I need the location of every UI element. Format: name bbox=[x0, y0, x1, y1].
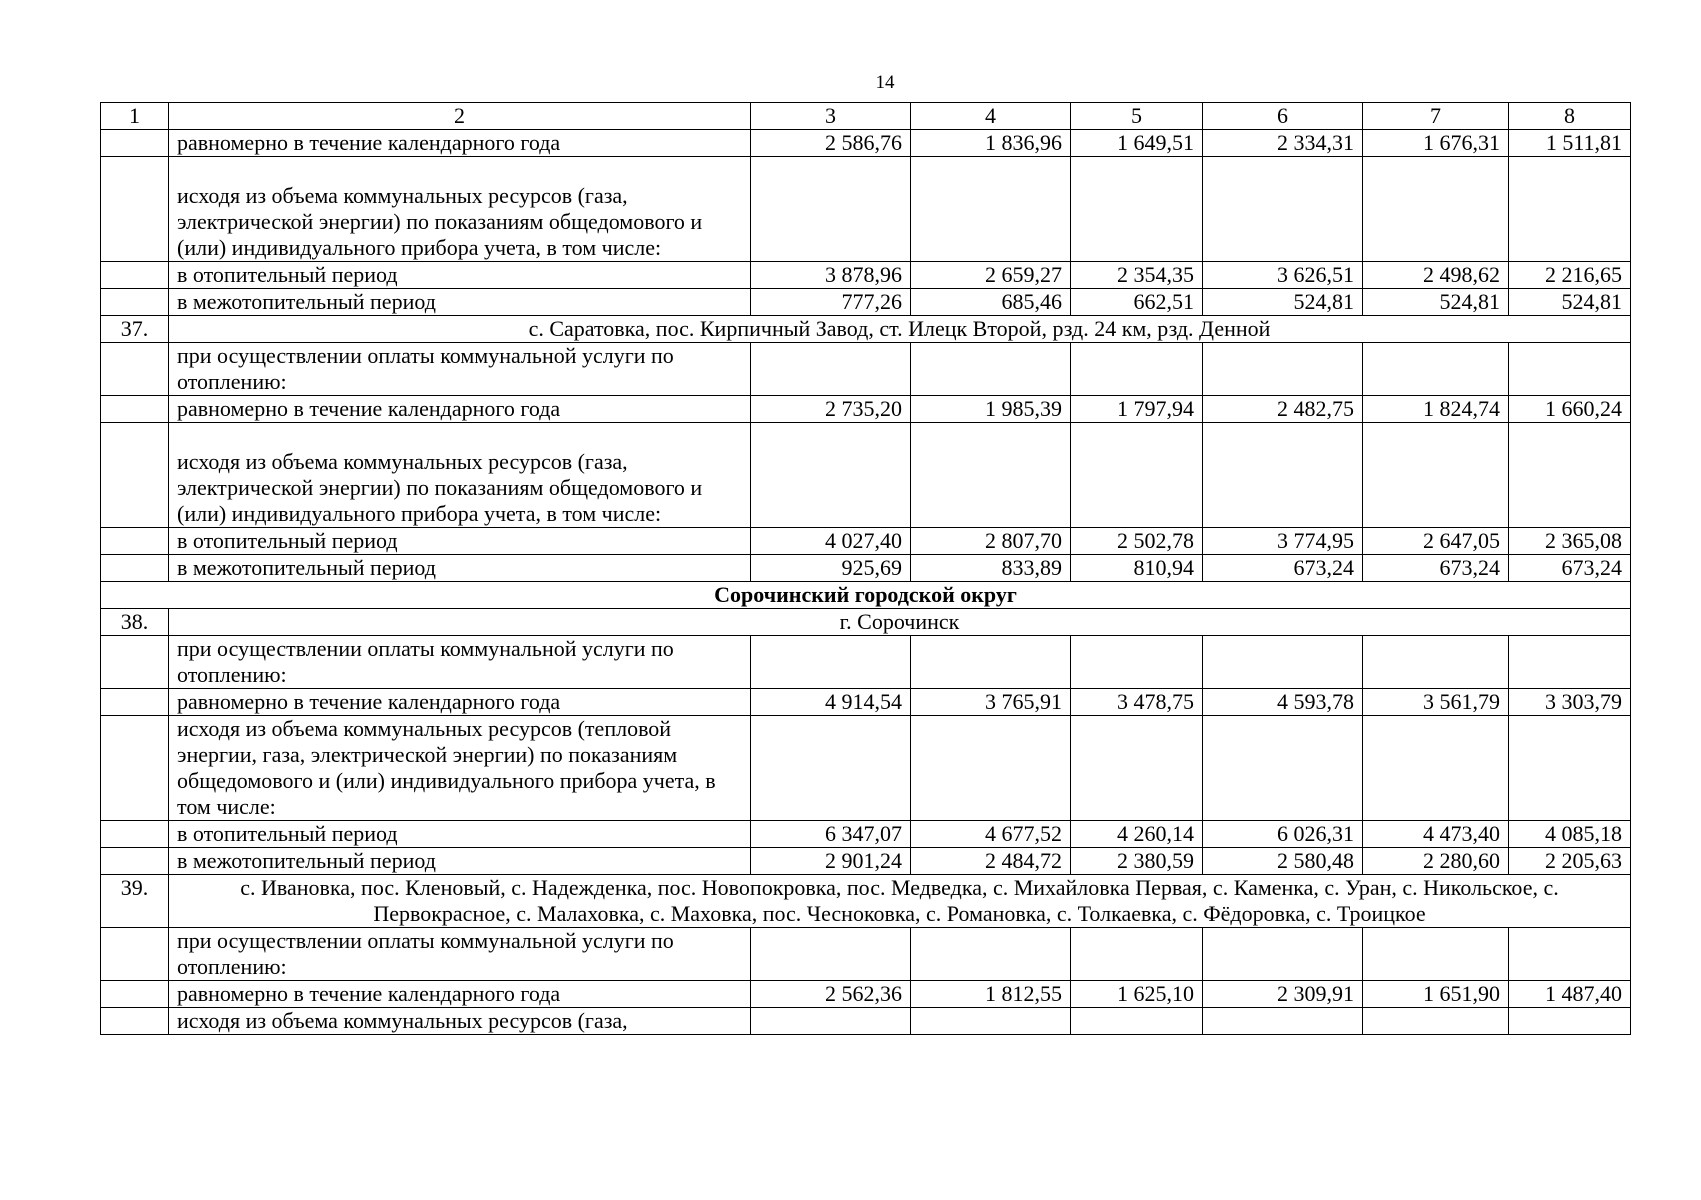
value-cell: 925,69 bbox=[751, 555, 911, 582]
row-label: при осуществлении оплаты коммунальной услуги по отоплению: bbox=[169, 636, 751, 689]
value-cell: 673,24 bbox=[1509, 555, 1631, 582]
value-cell: 673,24 bbox=[1363, 555, 1509, 582]
value-cell: 1 511,81 bbox=[1509, 130, 1631, 157]
row-number bbox=[101, 928, 169, 981]
value-cell: 2 580,48 bbox=[1203, 848, 1363, 875]
table-row bbox=[101, 928, 1631, 981]
header-cell: 1 bbox=[101, 103, 169, 130]
row-number bbox=[101, 636, 169, 689]
table-row bbox=[101, 262, 1631, 289]
row-number bbox=[101, 555, 169, 582]
value-cell: 524,81 bbox=[1203, 289, 1363, 316]
header-cell: 3 bbox=[751, 103, 911, 130]
value-cell: 2 807,70 bbox=[911, 528, 1071, 555]
row-number bbox=[101, 689, 169, 716]
table-row bbox=[101, 555, 1631, 582]
row-number: 38. bbox=[101, 609, 169, 636]
table-row bbox=[101, 689, 1631, 716]
header-cell: 7 bbox=[1363, 103, 1509, 130]
row-number bbox=[101, 716, 169, 821]
value-cell: 3 303,79 bbox=[1509, 689, 1631, 716]
row-label: в отопительный период bbox=[169, 262, 751, 289]
table-row bbox=[101, 716, 1631, 821]
value-cell: 2 482,75 bbox=[1203, 396, 1363, 423]
value-cell: 2 309,91 bbox=[1203, 981, 1363, 1008]
header-cell: 2 bbox=[169, 103, 751, 130]
locality-row bbox=[101, 875, 1631, 928]
table-row bbox=[101, 848, 1631, 875]
value-cell: 685,46 bbox=[911, 289, 1071, 316]
value-cell: 524,81 bbox=[1509, 289, 1631, 316]
value-cell: 2 334,31 bbox=[1203, 130, 1363, 157]
value-cell: 1 985,39 bbox=[911, 396, 1071, 423]
value-cell: 3 561,79 bbox=[1363, 689, 1509, 716]
value-cell: 2 484,72 bbox=[911, 848, 1071, 875]
header-cell: 4 bbox=[911, 103, 1071, 130]
header-row bbox=[101, 103, 1631, 130]
locality-row bbox=[101, 316, 1631, 343]
value-cell: 3 765,91 bbox=[911, 689, 1071, 716]
district-row bbox=[101, 582, 1631, 609]
value-cell: 2 216,65 bbox=[1509, 262, 1631, 289]
value-cell: 1 824,74 bbox=[1363, 396, 1509, 423]
value-cell: 4 260,14 bbox=[1071, 821, 1203, 848]
locality-name: г. Сорочинск bbox=[169, 609, 1631, 636]
value-cell: 2 562,36 bbox=[751, 981, 911, 1008]
value-cell: 1 660,24 bbox=[1509, 396, 1631, 423]
row-label: равномерно в течение календарного года bbox=[169, 396, 751, 423]
value-cell: 6 347,07 bbox=[751, 821, 911, 848]
value-cell: 3 626,51 bbox=[1203, 262, 1363, 289]
value-cell: 1 812,55 bbox=[911, 981, 1071, 1008]
row-label: исходя из объема коммунальных ресурсов (газа, электрической энергии) по показаниям общедомового и (или) индивидуального прибора учета, в том числе: bbox=[169, 157, 751, 262]
value-cell: 810,94 bbox=[1071, 555, 1203, 582]
value-cell: 6 026,31 bbox=[1203, 821, 1363, 848]
row-number bbox=[101, 262, 169, 289]
value-cell: 2 205,63 bbox=[1509, 848, 1631, 875]
table-row bbox=[101, 157, 1631, 262]
value-cell: 2 586,76 bbox=[751, 130, 911, 157]
value-cell: 524,81 bbox=[1363, 289, 1509, 316]
row-number bbox=[101, 848, 169, 875]
value-cell: 1 836,96 bbox=[911, 130, 1071, 157]
table-row bbox=[101, 821, 1631, 848]
row-label: равномерно в течение календарного года bbox=[169, 689, 751, 716]
header-cell: 8 bbox=[1509, 103, 1631, 130]
value-cell: 662,51 bbox=[1071, 289, 1203, 316]
value-cell: 1 676,31 bbox=[1363, 130, 1509, 157]
value-cell: 833,89 bbox=[911, 555, 1071, 582]
value-cell: 2 659,27 bbox=[911, 262, 1071, 289]
value-cell: 4 914,54 bbox=[751, 689, 911, 716]
table-row bbox=[101, 289, 1631, 316]
row-label: равномерно в течение календарного года bbox=[169, 981, 751, 1008]
value-cell: 2 647,05 bbox=[1363, 528, 1509, 555]
header-cell: 6 bbox=[1203, 103, 1363, 130]
locality-name: с. Саратовка, пос. Кирпичный Завод, ст. Илецк Второй, рзд. 24 км, рзд. Денной bbox=[169, 316, 1631, 343]
locality-name: с. Ивановка, пос. Кленовый, с. Надежденка, пос. Новопокровка, пос. Медведка, с. Михайловка Первая, с. Каменка, с. Уран, с. Никольское, с. Первокрасное, с. Малаховка, с. Маховка, пос. Чесноковка, с. Романовка, с. Толкаевка, с. Фёдоровка, с. Троицкое bbox=[169, 875, 1631, 928]
value-cell: 4 473,40 bbox=[1363, 821, 1509, 848]
table-row bbox=[101, 981, 1631, 1008]
value-cell: 1 625,10 bbox=[1071, 981, 1203, 1008]
row-number: 39. bbox=[101, 875, 169, 928]
row-number bbox=[101, 528, 169, 555]
row-number bbox=[101, 396, 169, 423]
row-label: в межотопительный период bbox=[169, 289, 751, 316]
value-cell: 2 502,78 bbox=[1071, 528, 1203, 555]
value-cell: 4 085,18 bbox=[1509, 821, 1631, 848]
value-cell: 2 498,62 bbox=[1363, 262, 1509, 289]
table-row bbox=[101, 130, 1631, 157]
value-cell: 2 365,08 bbox=[1509, 528, 1631, 555]
district-name: Сорочинский городской округ bbox=[101, 582, 1631, 609]
row-label: при осуществлении оплаты коммунальной услуги по отоплению: bbox=[169, 928, 751, 981]
table-row bbox=[101, 528, 1631, 555]
row-label: в отопительный период bbox=[169, 821, 751, 848]
row-number bbox=[101, 423, 169, 528]
page-number: 14 bbox=[875, 72, 895, 93]
value-cell: 4 593,78 bbox=[1203, 689, 1363, 716]
table-row bbox=[101, 1008, 1631, 1035]
value-cell: 1 797,94 bbox=[1071, 396, 1203, 423]
table-row bbox=[101, 423, 1631, 528]
row-number bbox=[101, 1008, 169, 1035]
row-label: исходя из объема коммунальных ресурсов (газа, электрической энергии) по показаниям общедомового и (или) индивидуального прибора учета, в том числе: bbox=[169, 423, 751, 528]
row-number bbox=[101, 130, 169, 157]
value-cell: 1 487,40 bbox=[1509, 981, 1631, 1008]
row-number: 37. bbox=[101, 316, 169, 343]
value-cell: 3 774,95 bbox=[1203, 528, 1363, 555]
value-cell: 2 901,24 bbox=[751, 848, 911, 875]
row-number bbox=[101, 343, 169, 396]
value-cell: 673,24 bbox=[1203, 555, 1363, 582]
value-cell: 777,26 bbox=[751, 289, 911, 316]
value-cell: 2 354,35 bbox=[1071, 262, 1203, 289]
row-label: исходя из объема коммунальных ресурсов (тепловой энергии, газа, электрической энергии) по показаниям общедомового и (или) индивидуального прибора учета, в том числе: bbox=[169, 716, 751, 821]
header-cell: 5 bbox=[1071, 103, 1203, 130]
row-number bbox=[101, 821, 169, 848]
value-cell: 4 027,40 bbox=[751, 528, 911, 555]
value-cell: 3 478,75 bbox=[1071, 689, 1203, 716]
value-cell: 2 280,60 bbox=[1363, 848, 1509, 875]
tariff-table bbox=[100, 102, 1631, 1035]
row-label: исходя из объема коммунальных ресурсов (газа, bbox=[169, 1008, 751, 1035]
row-number bbox=[101, 289, 169, 316]
value-cell: 2 735,20 bbox=[751, 396, 911, 423]
row-number bbox=[101, 981, 169, 1008]
value-cell: 1 651,90 bbox=[1363, 981, 1509, 1008]
table-row bbox=[101, 343, 1631, 396]
row-label: в отопительный период bbox=[169, 528, 751, 555]
value-cell: 2 380,59 bbox=[1071, 848, 1203, 875]
table-row bbox=[101, 636, 1631, 689]
value-cell: 3 878,96 bbox=[751, 262, 911, 289]
locality-row bbox=[101, 609, 1631, 636]
table-row bbox=[101, 396, 1631, 423]
row-label: в межотопительный период bbox=[169, 848, 751, 875]
value-cell: 4 677,52 bbox=[911, 821, 1071, 848]
row-label: при осуществлении оплаты коммунальной услуги по отоплению: bbox=[169, 343, 751, 396]
row-label: в межотопительный период bbox=[169, 555, 751, 582]
value-cell: 1 649,51 bbox=[1071, 130, 1203, 157]
row-label: равномерно в течение календарного года bbox=[169, 130, 751, 157]
row-number bbox=[101, 157, 169, 262]
